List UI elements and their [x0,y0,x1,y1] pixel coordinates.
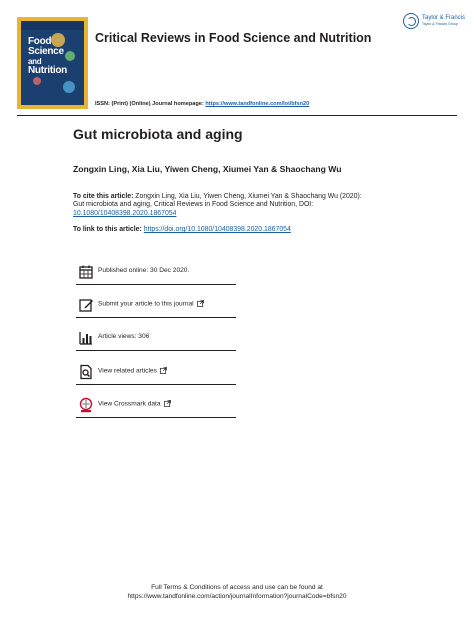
issn-line [95,101,309,107]
edit-icon [78,297,94,313]
article-link-block [73,226,291,233]
external-link-icon [197,300,204,307]
external-link-icon [160,367,167,374]
bar-chart-icon [78,330,94,346]
article-views-row [76,329,236,351]
submit-article-text: Submit your article to this journal [98,300,194,308]
journal-title: Critical Reviews in Food Science and Nutrition [95,31,372,45]
publisher-name: Taylor & Francis [422,15,466,21]
article-authors: Zongxin Ling, Xia Liu, Yiwen Cheng, Xiumei Yan & Shaochang Wu [73,164,342,174]
article-doi-link[interactable]: https://doi.org/10.1080/10408398.2020.1867054 [143,226,291,233]
header-divider [17,115,457,116]
publisher-logo-icon [403,13,419,29]
publisher-subtitle: Taylor & Francis Group [422,22,458,26]
article-views-text: Article views: 306 [98,333,150,340]
footer-terms-link[interactable]: https://www.tandfonline.com/action/journalInformation?journalCode=bfsn20 [127,593,347,600]
search-document-icon [78,364,94,380]
crossmark-link[interactable] [98,400,171,407]
related-articles-row[interactable] [76,363,236,385]
related-articles-text: View related articles [98,367,157,375]
cover-image [21,21,84,105]
publisher-logo[interactable] [403,13,466,33]
crossmark-text: View Crossmark data [98,400,161,408]
article-link-label: To link to this article: [73,226,144,233]
calendar-icon [78,264,94,280]
submit-article-link[interactable] [98,300,204,307]
cover-title-line-3: and [28,57,42,66]
published-online-row [76,263,236,285]
citation-block [73,193,373,218]
footer-terms: Full Terms & Conditions of access and use can be found at [151,584,323,591]
citation-doi-link[interactable]: 10.1080/10408398.2020.1867054 [73,209,177,217]
article-title: Gut microbiota and aging [73,126,243,142]
crossmark-icon [78,397,94,413]
submit-article-row[interactable] [76,296,236,318]
cover-title-line-4: Nutrition [28,65,67,76]
citation-label: To cite this article: [73,193,134,200]
published-online-text: Published online: 30 Dec 2020. [98,267,190,274]
external-link-icon [164,400,171,407]
cover-title-line-2: Science [28,46,64,57]
crossmark-row[interactable] [76,396,236,418]
journal-cover [17,17,88,109]
journal-homepage-link[interactable]: https://www.tandfonline.com/loi/bfsn20 [205,101,310,107]
issn-text: ISSN: (Print) (Online) Journal homepage: [95,101,206,107]
citation-text: Zongxin Ling, Xia Liu, Yiwen Cheng, Xiumei Yan & Shaochang Wu (2020): Gut microbiota and aging, Critical Reviews in Food Science and Nutrition, DOI: [73,193,362,209]
cover-title-line-1: Food [28,36,52,47]
related-articles-link[interactable] [98,367,167,374]
